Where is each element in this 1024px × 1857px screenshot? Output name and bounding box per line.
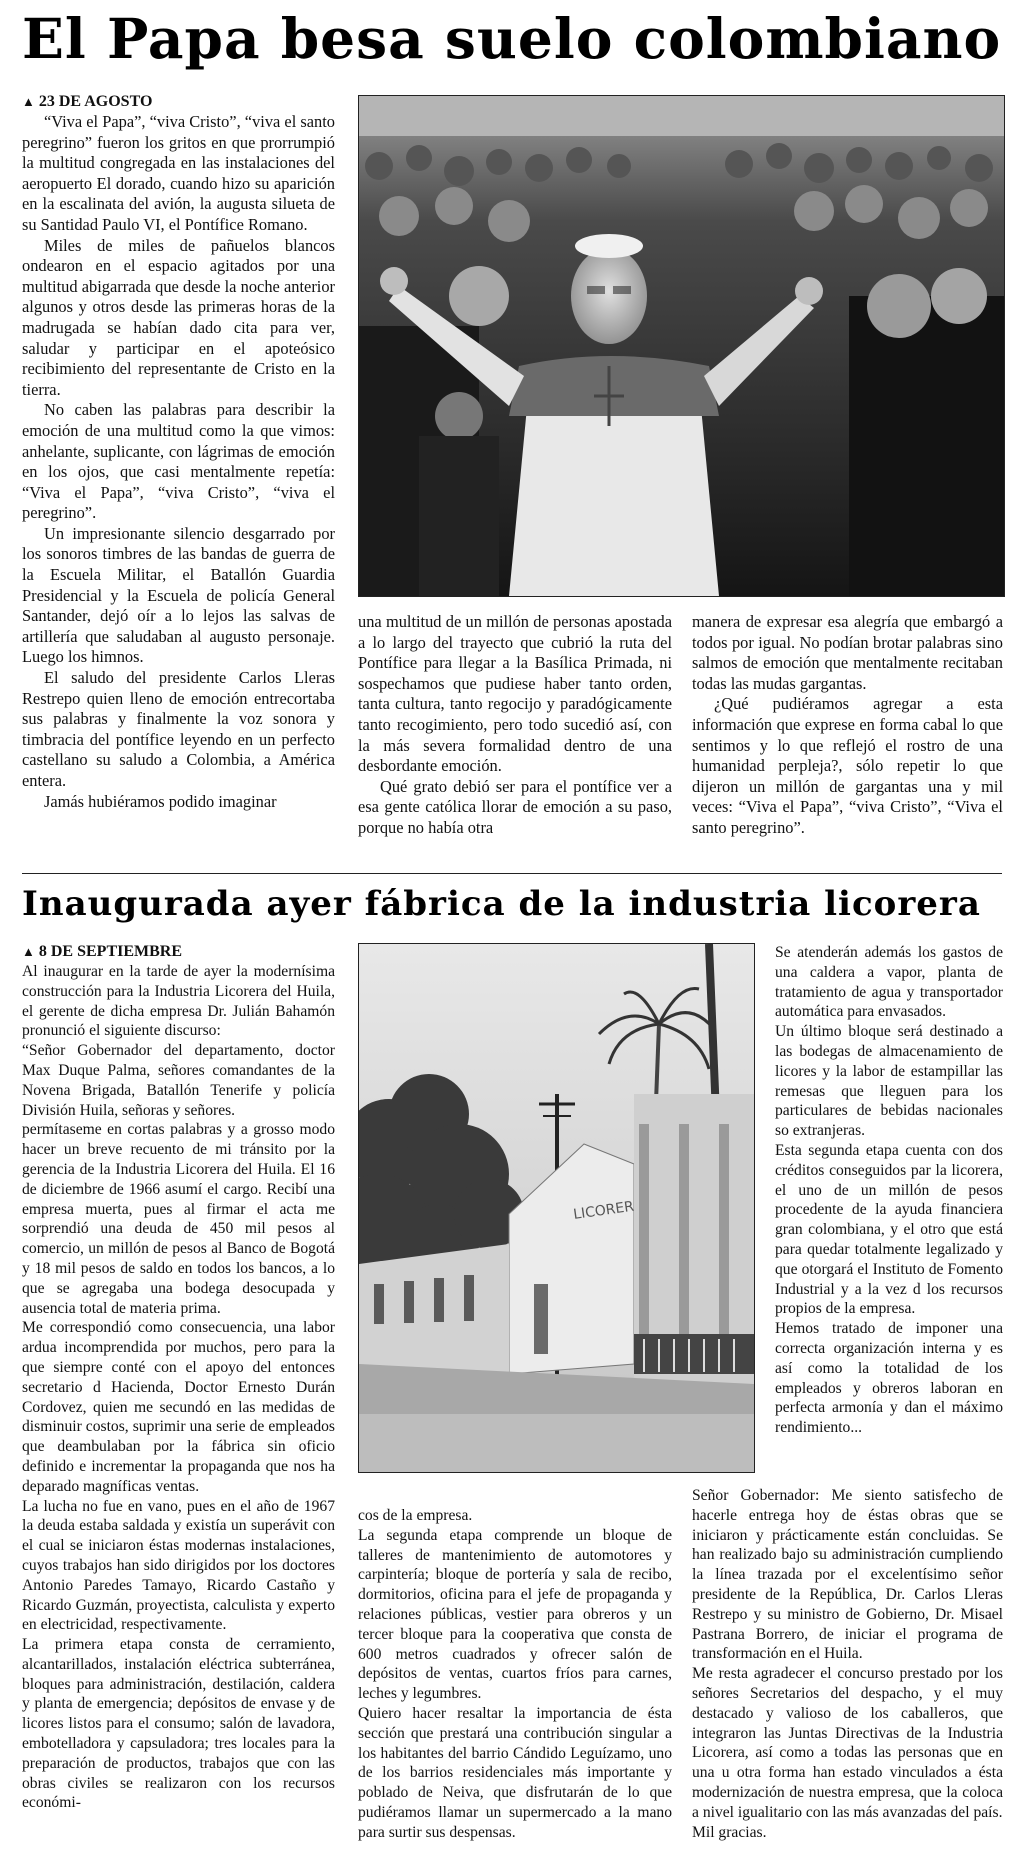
paragraph: Miles de miles de pañuelos blancos ondearon en el espacio agitados por una multitud abigarrada que desde la noche anterior algunos y otros desde las primeras horas de la madrugada se habían dado cita para ver, saludar y participar en el apoteósico recibimiento del representante de Cristo en la tierra. <box>22 235 335 399</box>
paragraph: Se atenderán además los gastos de una caldera a vapor, planta de tratamiento de agua y transportador automática para envasados. <box>775 944 1003 1021</box>
paragraph: manera de expresar esa alegría que embargó a todos por igual. No podían brotar palabras sino salmos de emoción que mentalmente recitaban todas las mudas gargantas. <box>692 612 1003 693</box>
paragraph: Quiero hacer resaltar la importancia de ésta sección que prestará una contribución singular a los habitantes del barrio Cándido Leguízamo, uno de los barrios residenciales más importante y poblado de Neiva, que disfrutarán de lo que pudiéramos llamar un supermercado a la mano para surtir sus despensas. <box>358 1704 672 1841</box>
paragraph: permítaseme en cortas palabras y a grosso modo hacer un breve recuento de mi tránsito por la gerencia de la Industria Licorera del Huila. El 16 de diciembre de 1966 asumí el cargo. Recibí una empresa muerta, pues al firmar el acta me sorprendió una deuda de 450 mil pesos al comercio, un millón de pesos al Banco de Bogotá y 18 mil pesos de saldo en todos los bancos, a lo que se agregaba una bodega desocupada y ausencia total de materia prima. <box>22 1121 335 1317</box>
headline-pope-visit: El Papa besa suelo colombiano <box>22 6 1002 71</box>
paragraph: La lucha no fue en vano, pues en el año de 1967 la deuda estaba saldada y existía un superávit con el cual se iniciaron éstas modernas instalaciones, cuyos trabajos han sido dirigidos por los doctores Antonio Paredes Tamayo, Ricardo Castaño y Ricardo Guzmán, proyectista, calculista y experto en electricidad, respectivamente. <box>22 1497 335 1634</box>
article-divider <box>22 873 1002 874</box>
paragraph: La segunda etapa comprende un bloque de talleres de mantenimiento de automotores y carpintería; bloque de portería y sala de recibo, dormitorios, oficina para el jefe de propaganda y relaciones públicas, vestier para obreros y un tercer bloque para la cooperativa que consta de 600 metros cuadrados y ofrecer salón de depósitos de ventas, cuartos fríos para carnes, leches y legumbres. <box>358 1526 672 1703</box>
article2-column-3a <box>775 943 1003 1478</box>
paragraph: La primera etapa consta de cerramiento, alcantarillados, instalación eléctrica subterránea, bloques para administración, destilación, caldera y planta de emergencia; depósitos de envase y de licores listos para el consumo; salón de lavadora, embotelladora y capsuladora; tres locales para la preparación de productos, trabajos que con las obras civiles se realizaron con los recursos económi- <box>22 1636 335 1812</box>
paragraph: El saludo del presidente Carlos Lleras Restrepo quien lleno de emoción entrecortaba sus palabras y finalmente la voz sonora y timbracia del pontífice leyendo en un perfecto castellano su saludo a Colombia, a América entera. <box>22 668 335 790</box>
triangle-bullet-icon: ▲ <box>22 94 35 109</box>
paragraph: ¿Qué pudiéramos agregar a esta información que exprese en forma cabal lo que sentimos y lo que reflejó el rostro de una humanidad perpleja?, sólo repetir lo que dijeron un millón de gargantas una y mil veces: “Viva el Papa”, “viva Cristo”, “Viva el santo peregrino”. <box>692 694 1003 837</box>
paragraph: Esta segunda etapa cuenta con dos créditos conseguidos par la licorera, el uno de un millón de pesos procedente de la ayuda financiera gran colombiana, y el otro que está para quedar totalmente legalizado y que otorgará el Instituto de Fomento Industrial y a la vez d los recursos propios de la empresa. <box>775 1141 1003 1318</box>
paragraph: “Señor Gobernador del departamento, doctor Max Duque Palma, señores comandantes de la Novena Brigada, Batallón Tenerife y policía División Huila, señoras y señores. <box>22 1042 335 1119</box>
paragraph: Mil gracias. <box>692 1823 767 1841</box>
paragraph: cos de la empresa. <box>358 1507 473 1524</box>
paragraph: “Viva el Papa”, “viva Cristo”, “viva el santo peregrino” fueron los gritos en que prorrumpió la multitud congregada en las instalaciones del aeropuerto El dorado, cuando hizo su aparición en la escalinata del avión, la augusta silueta de su Santidad Paulo VI, el Pontífice Romano. <box>22 112 335 234</box>
paragraph: Al inaugurar en la tarde de ayer la modernísima construcción para la Industria Licorera del Huila, el gerente de dicha empresa Dr. Julián Bahamón pronunció el siguiente discurso: <box>22 963 335 1040</box>
paragraph: Jamás hubiéramos podido imaginar <box>44 791 277 811</box>
paragraph: Hemos tratado de imponer una correcta organización interna y es así como la totalidad de los empleados y obreros laboran en perfecta armonía y dan el máximo rendimiento... <box>775 1320 1003 1437</box>
paragraph: Qué grato debió ser para el pontífice ver a esa gente católica llorar de emoción a su paso, porque no había otra <box>358 776 672 837</box>
paragraph: Un impresionante silencio desgarrado por los sonoros timbres de las bandas de guerra de la Escuela Militar, el Batallón Guardia Presidencial y la Escuela de policía General Santander, dejó oír a lo lejos las salvas de artillería que saludaban al augusto personaje. Luego los himnos. <box>22 523 335 667</box>
paragraph: Un último bloque será destinado a las bodegas de almacenamiento de licores y la labor de estampillar las remesas que lleguen para los particulares de bebidas nacionales so extranjeras. <box>775 1023 1003 1140</box>
photo-pope-with-crowd <box>358 95 1005 597</box>
article1-date: 23 DE AGOSTO <box>38 93 153 110</box>
photo-liquor-factory-building <box>358 943 755 1473</box>
article2-column-2 <box>358 1506 672 1852</box>
article1-column-3 <box>692 612 1003 860</box>
article2-dateline <box>22 942 335 962</box>
article2-column-3b <box>692 1486 1003 1852</box>
article1-dateline <box>22 92 335 112</box>
paragraph: Señor Gobernador: Me siento satisfecho de hacerle entrega hoy de éstas obras que se iniciaron y prácticamente están concluidas. Se han realizado bajo su administración cumpliendo la línea trazada por el excelentísimo señor presidente de la República, Dr. Carlos Lleras Restrepo y su ministro de Gobierno, Dr. Misael Pastrana Borrero, de iniciar el programa de transformación en el Huila. <box>692 1487 1003 1663</box>
paragraph: Me correspondió como consecuencia, una labor ardua incomprendida por muchos, pero para la que siempre conté con el apoyo del entonces secretario d Hacienda, Doctor Ernesto Durán Cordovez, quien me secundó en las medidas de disminuir costos, suprimir una serie de empleados que deambulaban por la fábrica sin oficio definido e incrementar la propaganda que nos ha deparado magníficas ventas. <box>22 1319 335 1495</box>
paragraph: No caben las palabras para describir la emoción de una multitud como la que vimos: anhelante, suplicante, con lágrimas de emoción en los ojos, que casi mentalmente repetía: “Viva el Papa”, “viva Cristo”, “viva el peregrino”. <box>22 400 335 523</box>
paragraph: una multitud de un millón de personas apostada a lo largo del trayecto que cubrió la ruta del Pontífice para llegar a la Basílica Primada, ni sospechamos que pudiese haber tanto orden, tanta cultura, tanto regocijo y paradógicamente tanto recogimiento, pero todo sucedió así, con la más severa formalidad dentro de una desbordante emoción. <box>358 612 672 776</box>
triangle-bullet-icon: ▲ <box>22 944 35 959</box>
headline-liquor-factory: Inaugurada ayer fábrica de la industria licorera <box>22 884 981 924</box>
paragraph: Me resta agradecer el concurso prestado por los señores Secretarios del despacho, y el muy destacado y valioso de los caballeros, que integraron las Juntas Directivas de la Industria Licorera, así como a todas las personas que en una u otra forma han estado vinculados a ésta modernización de nuestra empresa, que la coloca a nivel igualitario con las más avanzadas del país. <box>692 1665 1003 1821</box>
article2-date: 8 DE SEPTIEMBRE <box>38 943 183 960</box>
article2-column-1 <box>22 942 335 1852</box>
factory-sign-text: LICORERA <box>572 1197 644 1223</box>
article1-column-2 <box>358 612 672 860</box>
article1-column-1 <box>22 92 335 860</box>
